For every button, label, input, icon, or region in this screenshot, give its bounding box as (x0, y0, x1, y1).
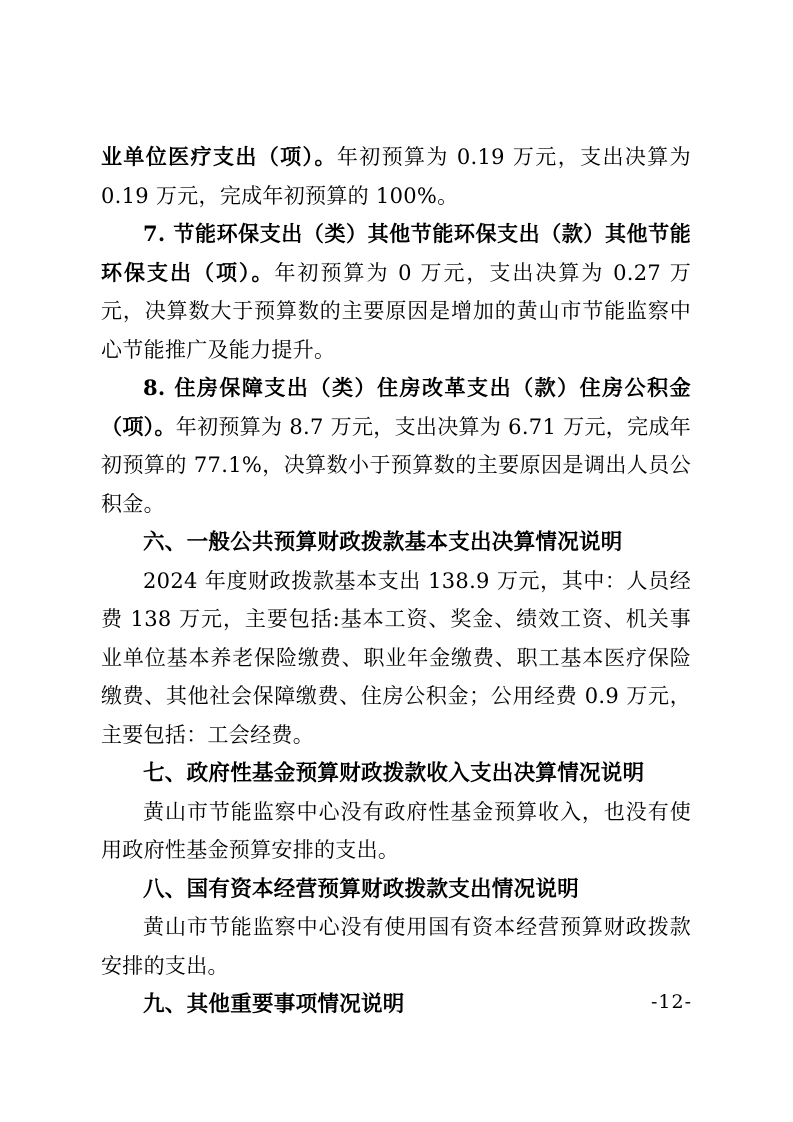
body-text: 2024 年度财政拨款基本支出 138.9 万元，其中：人员经费 138 万元，主要包括:基本工资、奖金、绩效工资、机关事业单位基本养老保险缴费、职业年金缴费、职工基本医疗保险缴费、其他社会保障缴费、住房公积金；公用经费 0.9 万元，主要包括：工会经费。 (101, 568, 691, 747)
page-number: -12- (650, 991, 692, 1013)
body-text: 黄山市节能监察中心没有政府性基金预算收入，也没有使用政府性基金预算安排的支出。 (101, 799, 691, 862)
bold-text: 七、政府性基金预算财政拨款收入支出决算情况说明 (143, 761, 645, 785)
bold-text: 六、一般公共预算财政拨款基本支出决算情况说明 (143, 530, 623, 554)
paragraph (101, 215, 691, 369)
section-heading (101, 523, 691, 562)
section-heading (101, 754, 691, 793)
section-heading (101, 870, 691, 909)
bold-text: 九、其他重要事项情况说明 (143, 992, 405, 1016)
section-heading (101, 985, 691, 1024)
body-text: 年初预算为 0 万元，支出决算为 0.27 万元，决算数大于预算数的主要原因是增加的黄山市节能监察中心节能推广及能力提升。 (101, 260, 692, 362)
paragraph (101, 562, 691, 755)
document-content (101, 138, 691, 1024)
bold-text: 7. 节能环保支出（类）其他节能环保支出（款）其他节能环保支出（项）。 (101, 221, 691, 285)
bold-text: 8. 住房保障支出（类）住房改革支出（款）住房公积金（项）。 (101, 375, 691, 439)
paragraph (101, 369, 691, 523)
bold-text: 业单位医疗支出（项）。 (101, 144, 337, 169)
paragraph (101, 793, 691, 870)
body-text: 年初预算为 8.7 万元，支出决算为 6.71 万元，完成年初预算的 77.1%，决算数小于预算数的主要原因是调出人员公积金。 (101, 414, 692, 516)
bold-text: 八、国有资本经营预算财政拨款支出情况说明 (143, 876, 580, 901)
paragraph (101, 138, 691, 215)
body-text: 黄山市节能监察中心没有使用国有资本经营预算财政拨款安排的支出。 (101, 915, 691, 978)
body-text: 年初预算为 0.19 万元，支出决算为 0.19 万元，完成年初预算的 100%。 (101, 145, 691, 208)
paragraph (101, 908, 691, 985)
